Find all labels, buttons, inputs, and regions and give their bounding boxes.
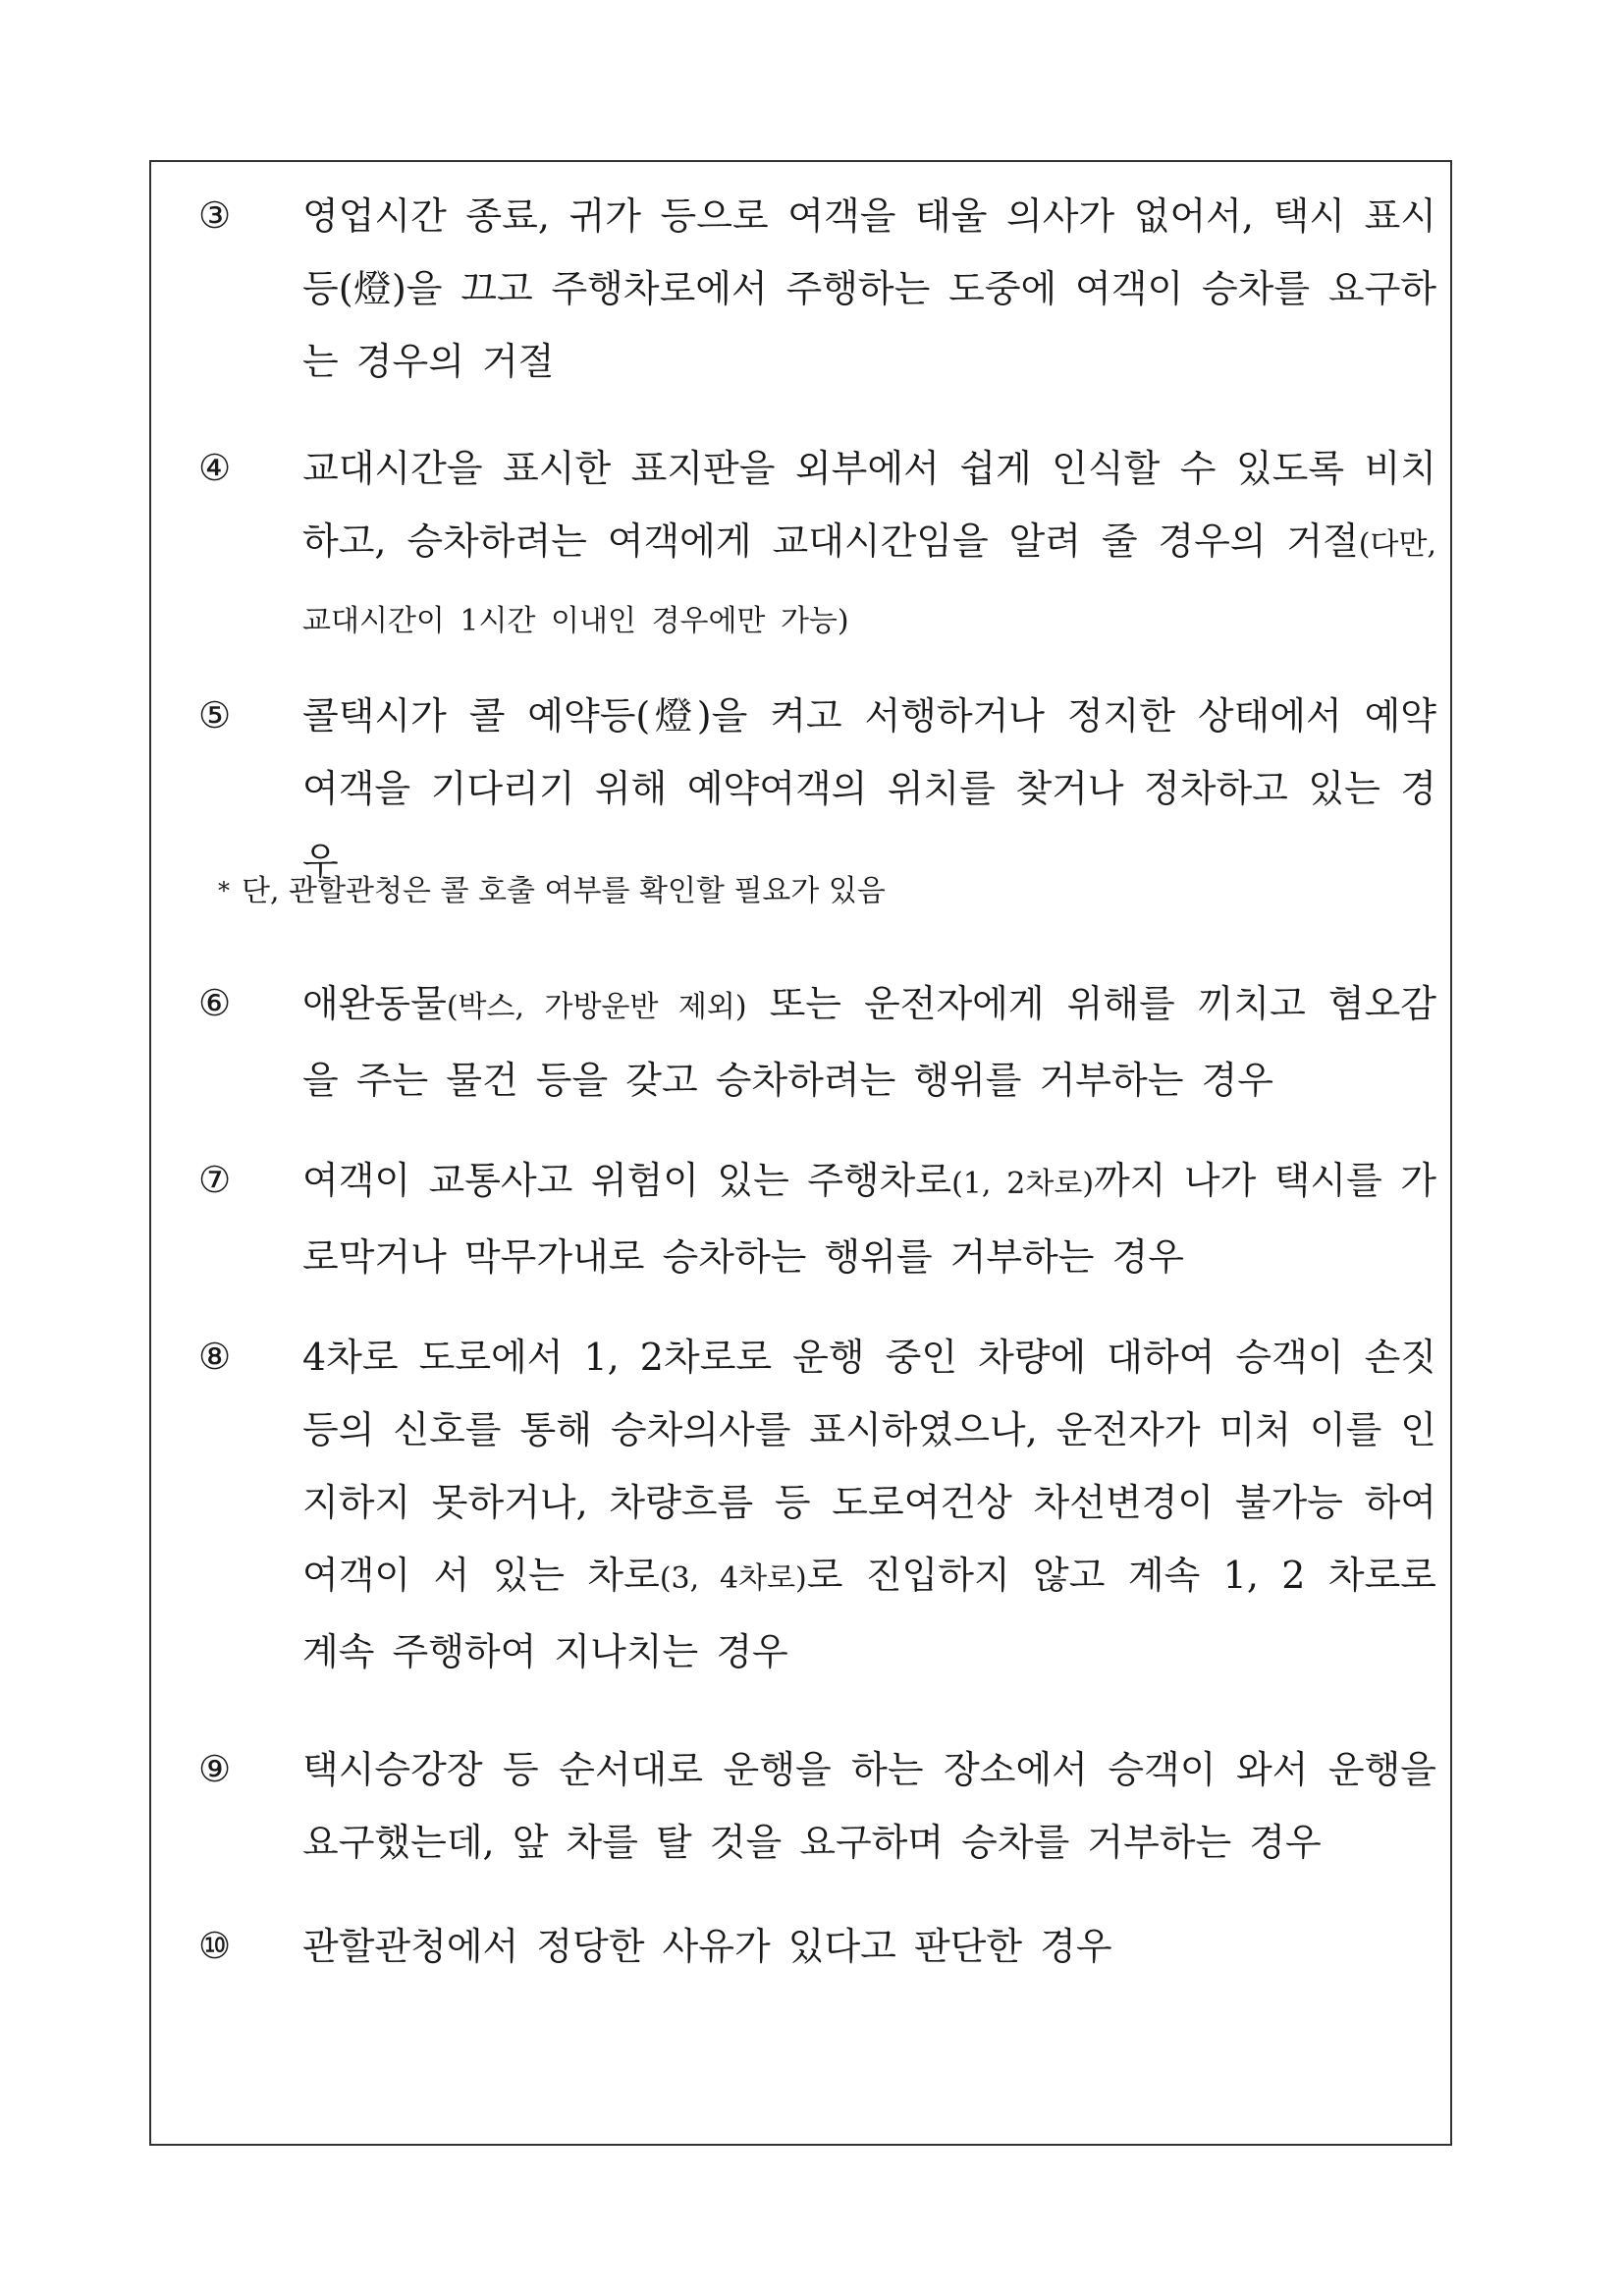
note-text: 단, 관할관청은 콜 호출 여부를 확인할 필요가 있음 <box>242 874 886 908</box>
list-item-7 <box>198 1144 1436 1293</box>
item-text <box>302 967 1436 1117</box>
item-text-parenthetical: (다만, 교대시간이 1시간 이내인 경우에만 가능) <box>302 527 1436 638</box>
list-item-6 <box>198 967 1436 1117</box>
list-item-8 <box>198 1321 1436 1688</box>
item-text-main: 교대시간을 표시한 표지판을 외부에서 쉽게 인식할 수 있도록 비치하고, 승차하려는 여객에게 교대시간임을 알려 줄 경우의 거절 <box>302 447 1436 563</box>
list-item-10 <box>198 1910 1436 1983</box>
note-asterisk: * <box>218 877 230 904</box>
item-text: 콜택시가 콜 예약등(燈)을 켜고 서행하거나 정지한 상태에서 예약 여객을 기다리기 위해 예약여객의 위치를 찾거나 정차하고 있는 경우 <box>302 694 1436 883</box>
item-text-rest: 또는 운전자에게 위해를 끼치고 혐오감을 주는 물건 등을 갖고 승차하려는 행위를 거부하는 경우 <box>302 982 1436 1102</box>
item-text-main: 4차로 도로에서 1, 2차로로 운행 중인 차량에 대하여 승객이 손짓 등의 신호를 통해 승차의사를 표시하였으나, 운전자가 미처 이를 인지하지 못하거나, 차량흐름 등 도로여건상 차선변경이 불가능 하여 여객이 서 있는 차로 <box>302 1336 1436 1597</box>
item-text: 택시승강장 등 순서대로 운행을 하는 장소에서 승객이 와서 운행을 요구했는데, 앞 차를 탈 것을 요구하며 승차를 거부하는 경우 <box>302 1748 1436 1864</box>
document-frame <box>149 160 1452 2146</box>
item-text: 관할관청에서 정당한 사유가 있다고 판단한 경우 <box>302 1925 1112 1968</box>
item-number: ⑨ <box>198 1748 232 1790</box>
list-item-3 <box>198 180 1436 398</box>
item-text-rest: 로 진입하지 않고 계속 1, 2 차로로 계속 주행하여 지나치는 경우 <box>302 1554 1436 1673</box>
item-text <box>302 1144 1436 1293</box>
item-text-rest: 까지 나가 택시를 가로막거나 막무가내로 승차하는 행위를 거부하는 경우 <box>302 1159 1436 1279</box>
list-item-4 <box>198 432 1436 658</box>
item-number: ⑤ <box>198 694 232 737</box>
item-text-main: 여객이 교통사고 위험이 있는 주행차로 <box>302 1159 952 1202</box>
item-number: ⑩ <box>198 1925 232 1967</box>
item-text-main: 애완동물 <box>302 982 447 1025</box>
item-text <box>302 432 1436 658</box>
item-text-parenthetical: (3, 4차로) <box>659 1561 807 1596</box>
item-text-parenthetical: (박스, 가방운반 제외) <box>446 990 747 1024</box>
item-text: 영업시간 종료, 귀가 등으로 여객을 태울 의사가 없어서, 택시 표시등(燈)을 끄고 주행차로에서 주행하는 도중에 여객이 승차를 요구하는 경우의 거절 <box>302 194 1436 383</box>
item-text-parenthetical: (1, 2차로) <box>951 1167 1095 1201</box>
item-number: ④ <box>198 447 232 489</box>
note <box>218 861 1421 921</box>
item-number: ③ <box>198 194 232 237</box>
item-number: ⑧ <box>198 1336 232 1378</box>
item-number: ⑥ <box>198 982 232 1024</box>
list-item-9 <box>198 1733 1436 1879</box>
item-number: ⑦ <box>198 1159 232 1201</box>
item-text <box>302 1321 1436 1688</box>
